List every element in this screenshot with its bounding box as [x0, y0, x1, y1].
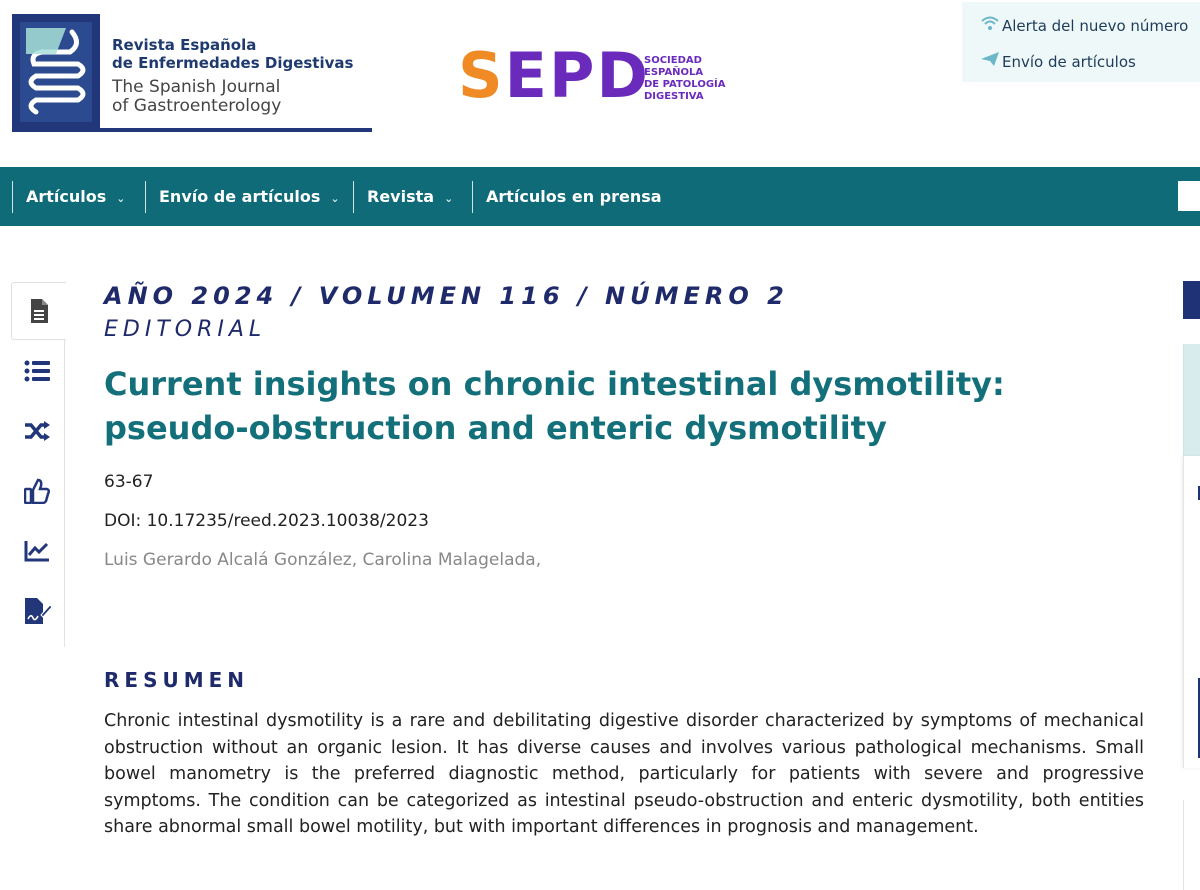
article-submission-link[interactable] [980, 51, 1136, 71]
chevron-down-icon: ⌄ [116, 192, 126, 205]
abstract-heading: RESUMEN [104, 668, 250, 692]
right-panel-highlight [1183, 344, 1200, 456]
journal-name-line2: de Enfermedades Digestivas [112, 54, 354, 72]
nav-item-articulos[interactable] [26, 167, 126, 226]
nav-item-en-prensa[interactable] [486, 167, 662, 226]
article-tools-sidebar [10, 282, 65, 647]
journal-name-es [112, 36, 353, 72]
nav-divider [12, 181, 13, 213]
chart-icon[interactable] [10, 522, 64, 580]
nav-item-label: Revista [367, 187, 435, 206]
article-submission-label: Envío de artículos [1002, 53, 1136, 71]
nav-item-revista[interactable] [367, 167, 453, 226]
nav-item-label: Artículos en prensa [486, 187, 662, 206]
nav-item-label: Envío de artículos [159, 187, 321, 206]
journal-name-line1: Revista Española [112, 36, 257, 54]
signature-icon[interactable] [10, 582, 64, 640]
article-title: Current insights on chronic intestinal dysmotility: pseudo-obstruction and enteric dysmotility [104, 365, 1005, 447]
right-panel-tab[interactable] [1183, 281, 1200, 319]
search-input[interactable] [1178, 181, 1200, 211]
wifi-icon [980, 15, 1002, 35]
new-issue-alert-label: Alerta del nuevo número [1002, 17, 1189, 35]
right-panel-card-2 [1183, 800, 1200, 890]
article-doi[interactable]: DOI: 10.17235/reed.2023.10038/2023 [104, 511, 429, 531]
sepd-subtitle-line4: DIGESTIVA [644, 91, 704, 102]
list-icon[interactable] [10, 342, 64, 400]
site-header [0, 0, 1200, 167]
sepd-logo-epd: EPD [504, 39, 650, 112]
journal-logo[interactable] [12, 14, 372, 132]
chevron-down-icon: ⌄ [444, 192, 454, 205]
nav-divider [472, 181, 473, 213]
main-nav [0, 167, 1200, 226]
sepd-logo-subtitle [644, 55, 726, 103]
quick-links-panel [962, 2, 1200, 82]
nav-item-envio[interactable] [159, 167, 340, 226]
sepd-logo-wordmark [458, 39, 650, 112]
right-panel-card [1183, 456, 1200, 768]
journal-name-en [112, 78, 281, 116]
sepd-subtitle-line2: ESPAÑOLA [644, 67, 704, 78]
article-section: EDITORIAL [104, 317, 267, 342]
nav-item-label: Artículos [26, 187, 107, 206]
nav-divider [145, 181, 146, 213]
logo-underline [12, 128, 372, 132]
shuffle-icon[interactable] [10, 402, 64, 460]
paper-plane-icon [980, 51, 1002, 71]
nav-divider [353, 181, 354, 213]
document-icon[interactable] [11, 282, 66, 340]
new-issue-alert-link[interactable] [980, 15, 1188, 35]
article-authors[interactable]: Luis Gerardo Alcalá González, Carolina Malagelada, [104, 550, 542, 570]
thumbs-up-icon[interactable] [10, 462, 64, 520]
article-pages: 63-67 [104, 472, 154, 492]
chevron-down-icon: ⌄ [330, 192, 340, 205]
journal-name-line4: of Gastroenterology [112, 96, 282, 116]
journal-logo-mark [12, 14, 100, 132]
issue-info[interactable]: AÑO 2024 / VOLUMEN 116 / NÚMERO 2 [104, 282, 789, 310]
sepd-logo-s: S [458, 39, 505, 112]
journal-name-line3: The Spanish Journal [112, 77, 281, 97]
sepd-subtitle-line1: SOCIEDAD [644, 55, 702, 66]
sepd-subtitle-line3: DE PATOLOGÍA [644, 79, 726, 90]
sepd-logo[interactable] [458, 39, 728, 112]
abstract-text: Chronic intestinal dysmotility is a rare and debilitating digestive disorder characterized by symptoms of mechanical obstruction without an organic lesion. It has diverse causes and involves various pathological mechanisms. Small bowel manometry is the preferred diagnostic method, particularly for patients with severe and progressive symptoms. The condition can be categorized as intestinal pseudo-obstruction and enteric dysmotility, both entities share abnormal small bowel motility, but with important differences in prognosis and management. [104, 711, 1144, 837]
